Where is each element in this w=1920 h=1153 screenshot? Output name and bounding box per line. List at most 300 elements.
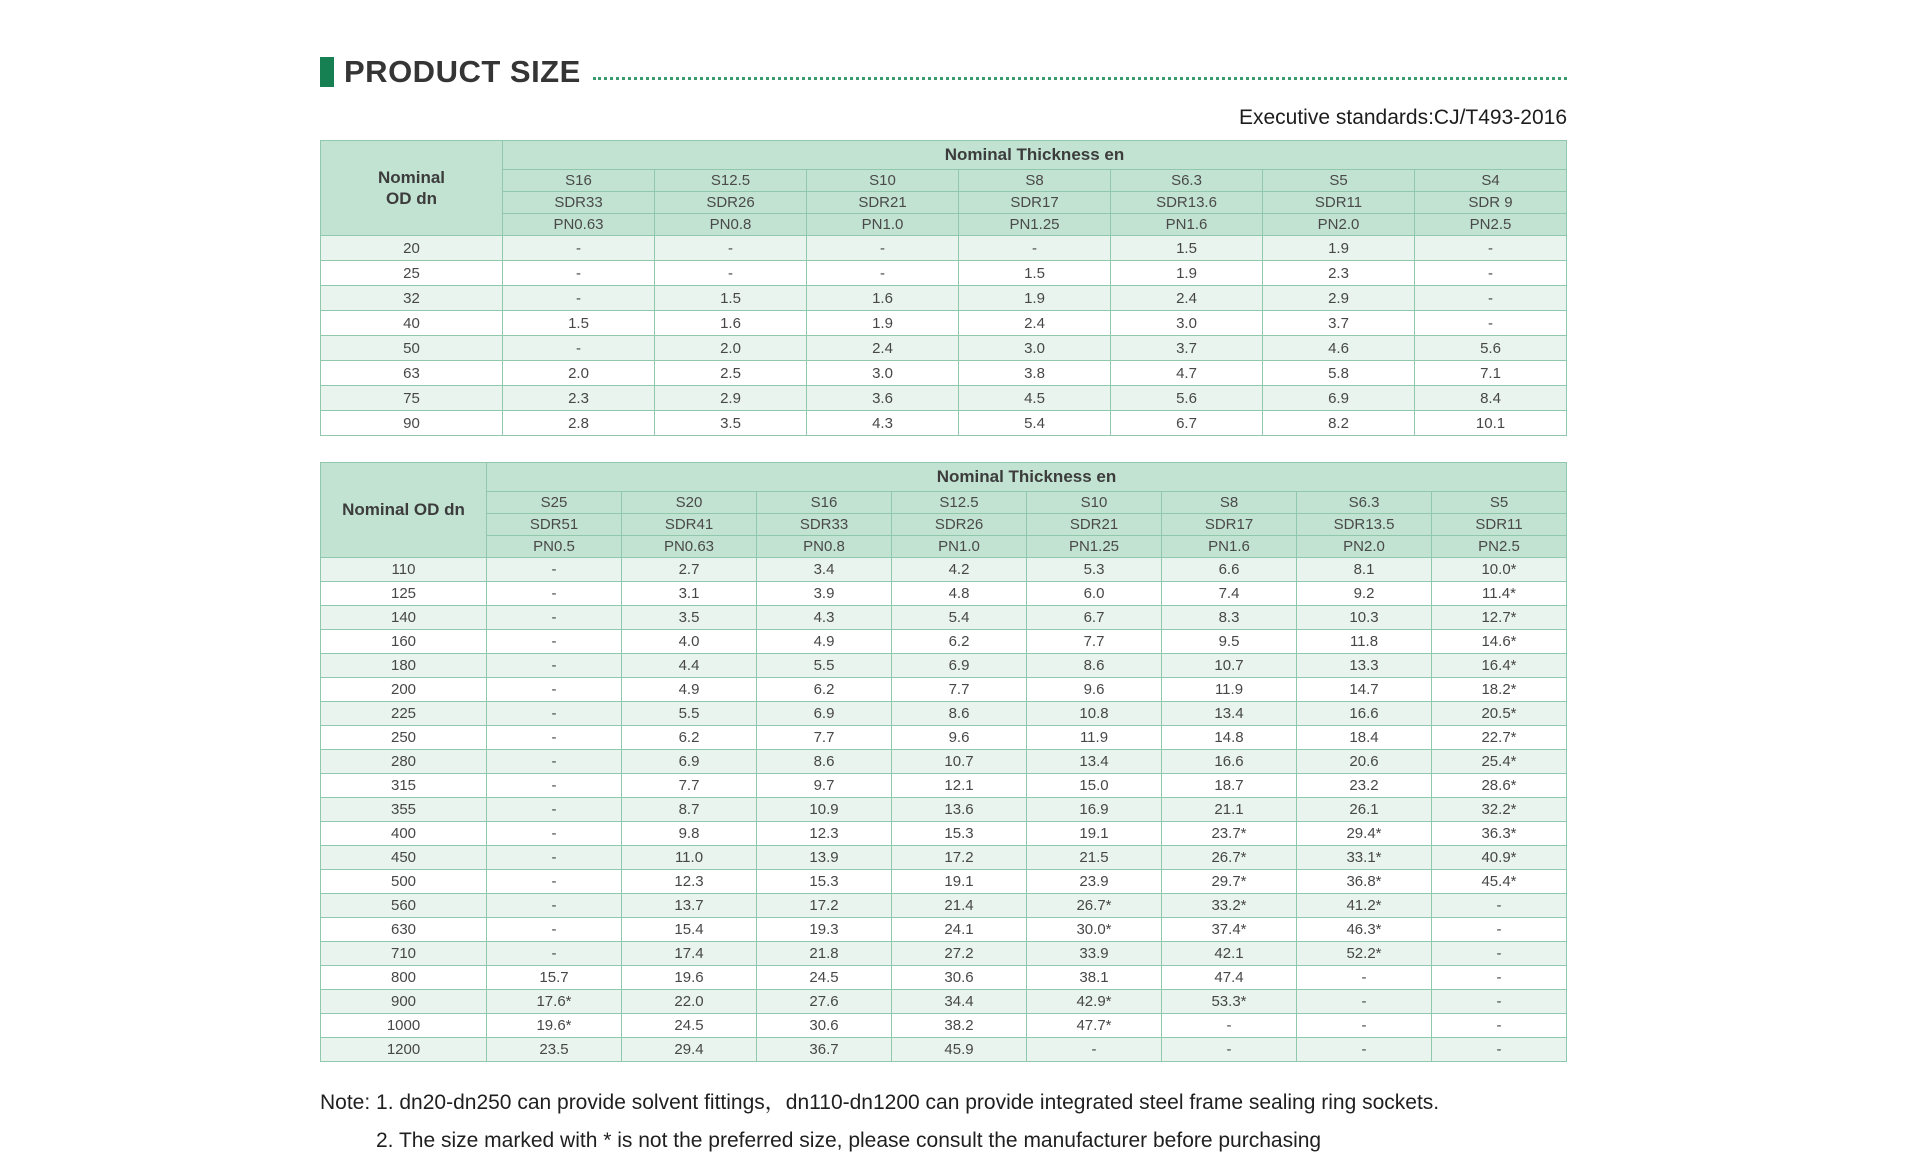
thickness-cell: 7.7 (892, 678, 1027, 702)
thickness-cell: 8.3 (1162, 606, 1297, 630)
thickness-cell: 28.6* (1432, 774, 1567, 798)
thickness-cell: 4.5 (959, 386, 1111, 411)
sdr-header-cell: SDR 9 (1415, 192, 1567, 214)
thickness-group-header: Nominal Thickness en (487, 463, 1567, 492)
series-header-cell: S20 (622, 492, 757, 514)
thickness-cell: 33.2* (1162, 894, 1297, 918)
thickness-cell: 3.0 (807, 361, 959, 386)
od-column-header: Nominal OD dn (321, 141, 503, 236)
table-row (321, 582, 1567, 606)
size-table-large-diameters (320, 462, 1567, 1062)
thickness-cell: 16.6 (1297, 702, 1432, 726)
thickness-cell: 9.8 (622, 822, 757, 846)
dn-cell: 315 (321, 774, 487, 798)
thickness-cell: - (503, 336, 655, 361)
thickness-cell: - (487, 726, 622, 750)
thickness-cell: - (1297, 990, 1432, 1014)
thickness-cell: 30.0* (1027, 918, 1162, 942)
thickness-cell: 7.4 (1162, 582, 1297, 606)
thickness-cell: 19.6* (487, 1014, 622, 1038)
thickness-cell: 1.5 (655, 286, 807, 311)
thickness-cell: 8.7 (622, 798, 757, 822)
thickness-cell: 3.0 (1111, 311, 1263, 336)
series-header-cell: S4 (1415, 170, 1567, 192)
thickness-cell: 8.4 (1415, 386, 1567, 411)
thickness-cell: 5.6 (1415, 336, 1567, 361)
thickness-cell: 22.7* (1432, 726, 1567, 750)
thickness-cell: - (487, 630, 622, 654)
thickness-cell: 7.1 (1415, 361, 1567, 386)
table-row (321, 942, 1567, 966)
thickness-cell: 21.8 (757, 942, 892, 966)
thickness-cell: 11.8 (1297, 630, 1432, 654)
thickness-cell: 33.9 (1027, 942, 1162, 966)
thickness-cell: 6.7 (1027, 606, 1162, 630)
thickness-cell: 16.6 (1162, 750, 1297, 774)
thickness-cell: 6.7 (1111, 411, 1263, 436)
thickness-cell: 15.4 (622, 918, 757, 942)
thickness-cell: 4.7 (1111, 361, 1263, 386)
thickness-cell: 23.7* (1162, 822, 1297, 846)
thickness-cell: - (1415, 236, 1567, 261)
thickness-cell: 2.7 (622, 558, 757, 582)
thickness-cell: - (503, 286, 655, 311)
thickness-cell: 30.6 (757, 1014, 892, 1038)
thickness-cell: 2.4 (959, 311, 1111, 336)
thickness-cell: - (655, 236, 807, 261)
table-row (321, 386, 1567, 411)
sdr-header-cell: SDR17 (959, 192, 1111, 214)
table-row (321, 894, 1567, 918)
series-header-cell: S16 (757, 492, 892, 514)
thickness-cell: 10.9 (757, 798, 892, 822)
thickness-cell: - (1415, 311, 1567, 336)
pn-header-cell: PN1.25 (959, 214, 1111, 236)
thickness-cell: 1.5 (503, 311, 655, 336)
thickness-cell: - (487, 822, 622, 846)
thickness-cell: - (487, 774, 622, 798)
table-row (321, 702, 1567, 726)
table-header-row (321, 463, 1567, 492)
series-header-cell: S12.5 (655, 170, 807, 192)
dn-cell: 63 (321, 361, 503, 386)
table-subheader-row (321, 492, 1567, 514)
thickness-cell: 10.1 (1415, 411, 1567, 436)
thickness-cell: - (1432, 894, 1567, 918)
thickness-cell: 2.4 (1111, 286, 1263, 311)
thickness-cell: 16.9 (1027, 798, 1162, 822)
table-row (321, 630, 1567, 654)
thickness-cell: 2.0 (655, 336, 807, 361)
thickness-cell: 9.5 (1162, 630, 1297, 654)
series-header-cell: S10 (807, 170, 959, 192)
thickness-group-header: Nominal Thickness en (503, 141, 1567, 170)
thickness-cell: 40.9* (1432, 846, 1567, 870)
thickness-cell: 5.5 (757, 654, 892, 678)
thickness-cell: - (487, 798, 622, 822)
sdr-header-cell: SDR51 (487, 514, 622, 536)
thickness-cell: 32.2* (1432, 798, 1567, 822)
thickness-cell: 34.4 (892, 990, 1027, 1014)
series-header-cell: S8 (1162, 492, 1297, 514)
thickness-cell: 6.2 (622, 726, 757, 750)
thickness-cell: 21.4 (892, 894, 1027, 918)
thickness-cell: - (1415, 261, 1567, 286)
thickness-cell: 5.4 (959, 411, 1111, 436)
thickness-cell: 1.6 (807, 286, 959, 311)
thickness-cell: 10.8 (1027, 702, 1162, 726)
thickness-cell: 5.3 (1027, 558, 1162, 582)
thickness-cell: - (487, 918, 622, 942)
thickness-cell: 26.1 (1297, 798, 1432, 822)
thickness-cell: 38.2 (892, 1014, 1027, 1038)
thickness-cell: 1.5 (1111, 236, 1263, 261)
table-row (321, 558, 1567, 582)
thickness-cell: 37.4* (1162, 918, 1297, 942)
thickness-cell: - (487, 678, 622, 702)
thickness-cell: - (487, 870, 622, 894)
thickness-cell: 8.6 (892, 702, 1027, 726)
thickness-cell: 18.2* (1432, 678, 1567, 702)
table-row (321, 606, 1567, 630)
dn-cell: 560 (321, 894, 487, 918)
thickness-cell: 18.7 (1162, 774, 1297, 798)
thickness-cell: 21.1 (1162, 798, 1297, 822)
thickness-cell: - (487, 846, 622, 870)
dotted-divider (593, 63, 1567, 80)
thickness-cell: 2.9 (1263, 286, 1415, 311)
thickness-cell: 15.3 (892, 822, 1027, 846)
thickness-cell: 9.6 (1027, 678, 1162, 702)
pn-header-cell: PN1.0 (892, 536, 1027, 558)
thickness-cell: 13.4 (1027, 750, 1162, 774)
thickness-cell: 11.9 (1027, 726, 1162, 750)
dn-cell: 355 (321, 798, 487, 822)
pn-header-cell: PN0.5 (487, 536, 622, 558)
thickness-cell: 16.4* (1432, 654, 1567, 678)
thickness-cell: 1.9 (1111, 261, 1263, 286)
note-line-2: 2. The size marked with * is not the preferred size, please consult the manufacturer before purchasing (376, 1129, 1322, 1152)
thickness-cell: 45.4* (1432, 870, 1567, 894)
table-row (321, 822, 1567, 846)
thickness-cell: 18.4 (1297, 726, 1432, 750)
thickness-cell: - (1432, 918, 1567, 942)
dn-cell: 32 (321, 286, 503, 311)
series-header-cell: S6.3 (1111, 170, 1263, 192)
thickness-cell: 24.5 (622, 1014, 757, 1038)
thickness-cell: 9.7 (757, 774, 892, 798)
thickness-cell: 12.3 (757, 822, 892, 846)
dn-cell: 1000 (321, 1014, 487, 1038)
thickness-cell: 4.2 (892, 558, 1027, 582)
thickness-cell: 8.6 (1027, 654, 1162, 678)
table-row (321, 726, 1567, 750)
thickness-cell: 53.3* (1162, 990, 1297, 1014)
sdr-header-cell: SDR41 (622, 514, 757, 536)
thickness-cell: 17.2 (757, 894, 892, 918)
table-row (321, 411, 1567, 436)
table-row (321, 774, 1567, 798)
series-header-cell: S12.5 (892, 492, 1027, 514)
table-header-row (321, 141, 1567, 170)
thickness-cell: 3.6 (807, 386, 959, 411)
series-header-cell: S5 (1263, 170, 1415, 192)
thickness-cell: 13.6 (892, 798, 1027, 822)
dn-cell: 110 (321, 558, 487, 582)
thickness-cell: - (503, 236, 655, 261)
thickness-cell: 2.3 (503, 386, 655, 411)
sdr-header-cell: SDR11 (1432, 514, 1567, 536)
thickness-cell: 47.4 (1162, 966, 1297, 990)
thickness-cell: 3.5 (655, 411, 807, 436)
thickness-cell: - (1297, 966, 1432, 990)
series-header-cell: S16 (503, 170, 655, 192)
thickness-cell: 6.2 (757, 678, 892, 702)
sdr-header-cell: SDR13.6 (1111, 192, 1263, 214)
thickness-cell: 33.1* (1297, 846, 1432, 870)
dn-cell: 180 (321, 654, 487, 678)
pn-header-cell: PN1.0 (807, 214, 959, 236)
dn-cell: 125 (321, 582, 487, 606)
series-header-cell: S5 (1432, 492, 1567, 514)
thickness-cell: - (1432, 1038, 1567, 1062)
thickness-cell: 4.4 (622, 654, 757, 678)
thickness-cell: - (1162, 1038, 1297, 1062)
executive-standard-label: Executive standards:CJ/T493-2016 (1238, 106, 1567, 129)
pn-header-cell: PN2.5 (1432, 536, 1567, 558)
dn-cell: 900 (321, 990, 487, 1014)
pn-header-cell: PN1.6 (1162, 536, 1297, 558)
table-row (321, 678, 1567, 702)
thickness-cell: 14.6* (1432, 630, 1567, 654)
thickness-cell: - (1432, 966, 1567, 990)
thickness-cell: 23.2 (1297, 774, 1432, 798)
thickness-cell: - (487, 702, 622, 726)
thickness-cell: 8.6 (757, 750, 892, 774)
dn-cell: 1200 (321, 1038, 487, 1062)
dn-cell: 160 (321, 630, 487, 654)
thickness-cell: 10.7 (892, 750, 1027, 774)
thickness-cell: 17.4 (622, 942, 757, 966)
thickness-cell: 13.3 (1297, 654, 1432, 678)
thickness-cell: 19.1 (1027, 822, 1162, 846)
thickness-cell: 42.1 (1162, 942, 1297, 966)
thickness-cell: 2.0 (503, 361, 655, 386)
sdr-header-cell: SDR26 (655, 192, 807, 214)
thickness-cell: 4.9 (622, 678, 757, 702)
table-row (321, 361, 1567, 386)
thickness-cell: 20.5* (1432, 702, 1567, 726)
thickness-cell: 8.1 (1297, 558, 1432, 582)
pn-header-cell: PN1.25 (1027, 536, 1162, 558)
thickness-cell: - (487, 942, 622, 966)
thickness-cell: 4.9 (757, 630, 892, 654)
series-header-cell: S25 (487, 492, 622, 514)
thickness-cell: 19.1 (892, 870, 1027, 894)
dn-cell: 200 (321, 678, 487, 702)
thickness-cell: - (1027, 1038, 1162, 1062)
thickness-cell: 13.7 (622, 894, 757, 918)
thickness-cell: 3.5 (622, 606, 757, 630)
thickness-cell: 23.5 (487, 1038, 622, 1062)
thickness-cell: 4.8 (892, 582, 1027, 606)
thickness-cell: 2.4 (807, 336, 959, 361)
thickness-cell: 3.9 (757, 582, 892, 606)
thickness-cell: 2.3 (1263, 261, 1415, 286)
thickness-cell: - (959, 236, 1111, 261)
thickness-cell: 9.2 (1297, 582, 1432, 606)
dn-cell: 225 (321, 702, 487, 726)
notes-block (320, 1086, 1567, 1153)
dn-cell: 140 (321, 606, 487, 630)
pn-header-cell: PN0.8 (757, 536, 892, 558)
thickness-cell: - (1297, 1038, 1432, 1062)
thickness-cell: 1.9 (959, 286, 1111, 311)
thickness-cell: 3.7 (1263, 311, 1415, 336)
thickness-cell: 12.1 (892, 774, 1027, 798)
sdr-header-cell: SDR21 (807, 192, 959, 214)
thickness-cell: 13.4 (1162, 702, 1297, 726)
thickness-cell: 30.6 (892, 966, 1027, 990)
thickness-cell: - (1432, 990, 1567, 1014)
pn-header-cell: PN0.63 (622, 536, 757, 558)
thickness-cell: 4.3 (757, 606, 892, 630)
thickness-cell: 15.0 (1027, 774, 1162, 798)
section-title-row (320, 54, 1567, 90)
table-row (321, 966, 1567, 990)
table-row (321, 654, 1567, 678)
thickness-cell: - (503, 261, 655, 286)
thickness-cell: 2.5 (655, 361, 807, 386)
thickness-cell: 46.3* (1297, 918, 1432, 942)
pn-header-cell: PN1.6 (1111, 214, 1263, 236)
thickness-cell: 6.9 (757, 702, 892, 726)
sdr-header-cell: SDR33 (503, 192, 655, 214)
thickness-cell: 5.8 (1263, 361, 1415, 386)
product-size-page (320, 0, 1567, 1153)
thickness-cell: 45.9 (892, 1038, 1027, 1062)
thickness-cell: 25.4* (1432, 750, 1567, 774)
thickness-cell: - (487, 654, 622, 678)
dn-cell: 630 (321, 918, 487, 942)
page-title: PRODUCT SIZE (344, 54, 581, 89)
thickness-cell: 11.0 (622, 846, 757, 870)
thickness-cell: - (1162, 1014, 1297, 1038)
thickness-cell: 19.3 (757, 918, 892, 942)
thickness-cell: 14.7 (1297, 678, 1432, 702)
thickness-cell: 1.9 (1263, 236, 1415, 261)
thickness-cell: 3.7 (1111, 336, 1263, 361)
thickness-cell: 7.7 (757, 726, 892, 750)
size-table-small-diameters (320, 140, 1567, 436)
thickness-cell: 29.7* (1162, 870, 1297, 894)
thickness-cell: 7.7 (1027, 630, 1162, 654)
thickness-cell: 27.6 (757, 990, 892, 1014)
thickness-cell: 1.6 (655, 311, 807, 336)
thickness-cell: 21.5 (1027, 846, 1162, 870)
thickness-cell: 41.2* (1297, 894, 1432, 918)
thickness-cell: 12.3 (622, 870, 757, 894)
thickness-cell: 10.7 (1162, 654, 1297, 678)
series-header-cell: S8 (959, 170, 1111, 192)
sdr-header-cell: SDR13.5 (1297, 514, 1432, 536)
thickness-cell: - (1432, 942, 1567, 966)
thickness-cell: - (1415, 286, 1567, 311)
thickness-cell: 15.3 (757, 870, 892, 894)
table-row (321, 1038, 1567, 1062)
thickness-cell: 36.7 (757, 1038, 892, 1062)
thickness-cell: 6.9 (892, 654, 1027, 678)
thickness-cell: 4.6 (1263, 336, 1415, 361)
thickness-cell: 1.5 (959, 261, 1111, 286)
table-row (321, 336, 1567, 361)
thickness-cell: 15.7 (487, 966, 622, 990)
sdr-header-cell: SDR26 (892, 514, 1027, 536)
thickness-cell: 5.6 (1111, 386, 1263, 411)
note-line-1: Note: 1. dn20-dn250 can provide solvent fittings，dn110-dn1200 can provide integrated steel frame sealing ring sockets. (320, 1091, 1440, 1114)
table-row (321, 990, 1567, 1014)
thickness-cell: 29.4 (622, 1038, 757, 1062)
dn-cell: 500 (321, 870, 487, 894)
thickness-cell: 52.2* (1297, 942, 1432, 966)
thickness-cell: 20.6 (1297, 750, 1432, 774)
thickness-cell: 27.2 (892, 942, 1027, 966)
thickness-cell: - (487, 894, 622, 918)
thickness-cell: 11.4* (1432, 582, 1567, 606)
table-row (321, 1014, 1567, 1038)
table-subheader-row (321, 514, 1567, 536)
table-row (321, 261, 1567, 286)
thickness-cell: 3.0 (959, 336, 1111, 361)
thickness-cell: 26.7* (1027, 894, 1162, 918)
series-header-cell: S10 (1027, 492, 1162, 514)
thickness-cell: - (487, 558, 622, 582)
thickness-cell: 6.6 (1162, 558, 1297, 582)
series-header-cell: S6.3 (1297, 492, 1432, 514)
thickness-cell: 2.9 (655, 386, 807, 411)
table-row (321, 870, 1567, 894)
title-bullet-icon (320, 57, 334, 87)
thickness-cell: 4.3 (807, 411, 959, 436)
table-subheader-row (321, 170, 1567, 192)
dn-cell: 800 (321, 966, 487, 990)
table-row (321, 286, 1567, 311)
thickness-cell: 36.8* (1297, 870, 1432, 894)
pn-header-cell: PN0.8 (655, 214, 807, 236)
sdr-header-cell: SDR33 (757, 514, 892, 536)
table-row (321, 846, 1567, 870)
table-row (321, 236, 1567, 261)
thickness-cell: 1.9 (807, 311, 959, 336)
thickness-cell: 6.2 (892, 630, 1027, 654)
od-column-header: Nominal OD dn (321, 463, 487, 558)
dn-cell: 90 (321, 411, 503, 436)
thickness-cell: 19.6 (622, 966, 757, 990)
thickness-cell: 8.2 (1263, 411, 1415, 436)
dn-cell: 280 (321, 750, 487, 774)
thickness-cell: 2.8 (503, 411, 655, 436)
thickness-cell: 5.5 (622, 702, 757, 726)
thickness-cell: - (1432, 1014, 1567, 1038)
dn-cell: 20 (321, 236, 503, 261)
thickness-cell: - (807, 236, 959, 261)
thickness-cell: 5.4 (892, 606, 1027, 630)
thickness-cell: 3.8 (959, 361, 1111, 386)
dn-cell: 75 (321, 386, 503, 411)
thickness-cell: 38.1 (1027, 966, 1162, 990)
thickness-cell: 11.9 (1162, 678, 1297, 702)
pn-header-cell: PN0.63 (503, 214, 655, 236)
